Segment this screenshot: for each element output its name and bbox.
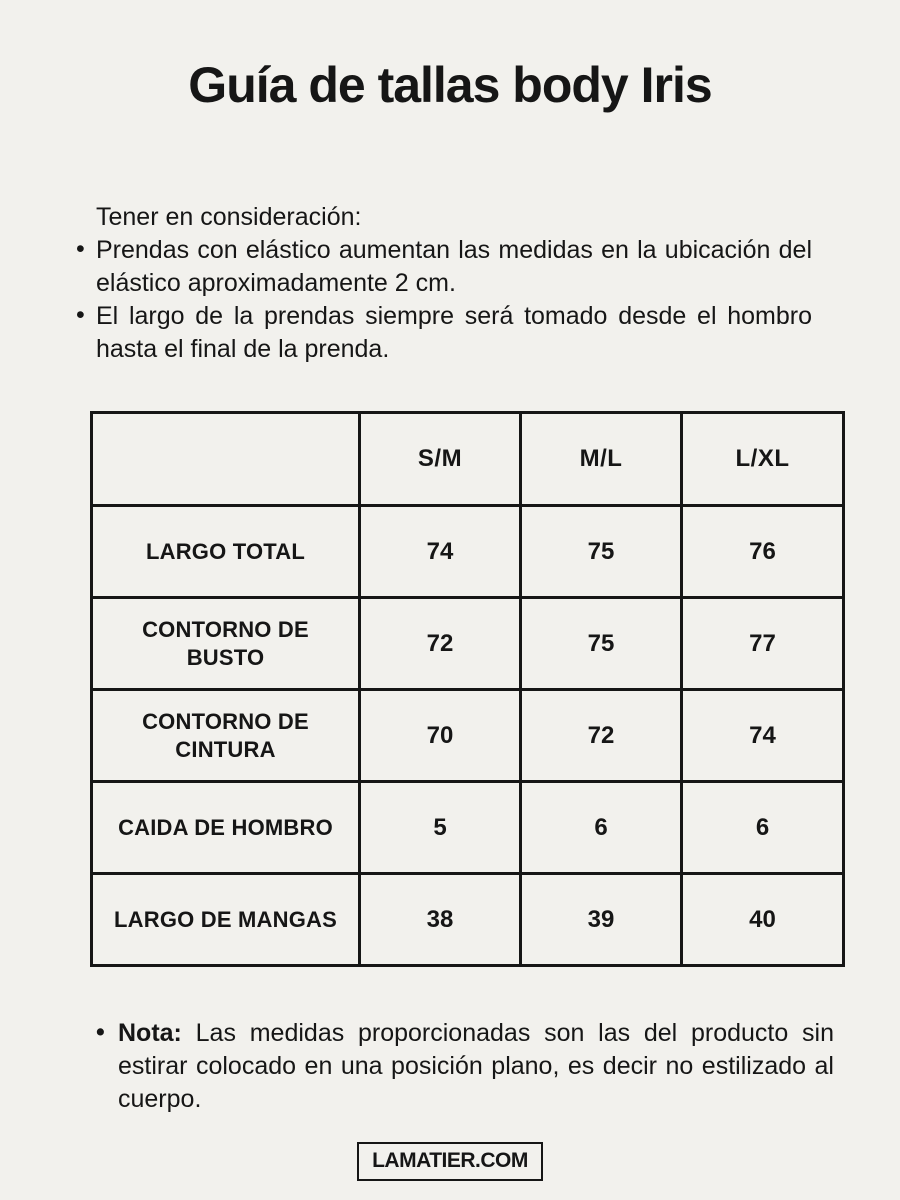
measurement-label: CONTORNO DE CINTURA bbox=[142, 708, 309, 762]
measurement-label: LARGO DE MANGAS bbox=[114, 906, 337, 932]
measurement-value-cell: 74 bbox=[360, 506, 521, 598]
size-table-corner-cell bbox=[92, 413, 360, 506]
measurement-value-cell: 77 bbox=[682, 598, 844, 690]
measurement-label: CAIDA DE HOMBRO bbox=[118, 814, 333, 840]
measurement-label-cell bbox=[92, 598, 360, 690]
considerations-section bbox=[96, 201, 812, 366]
measurement-label-cell bbox=[92, 690, 360, 782]
table-row bbox=[92, 598, 844, 690]
size-column-header: L/XL bbox=[682, 413, 844, 506]
measurement-value-cell: 38 bbox=[360, 874, 521, 966]
measurement-value-cell: 70 bbox=[360, 690, 521, 782]
measurement-label-cell bbox=[92, 782, 360, 874]
considerations-list bbox=[96, 234, 812, 366]
table-row bbox=[92, 690, 844, 782]
measurement-label-cell bbox=[92, 874, 360, 966]
note-paragraph bbox=[118, 1017, 834, 1116]
brand-label: LAMATIER.COM bbox=[372, 1149, 528, 1172]
measurement-value-cell: 75 bbox=[521, 506, 682, 598]
measurement-value-cell: 5 bbox=[360, 782, 521, 874]
consideration-item: • Prendas con elástico aumentan las medidas en la ubicación del elástico aproximadamente 2 cm. bbox=[96, 234, 812, 300]
table-row bbox=[92, 874, 844, 966]
size-table bbox=[90, 411, 845, 967]
table-row bbox=[92, 782, 844, 874]
page-title: Guía de tallas body Iris bbox=[188, 57, 712, 113]
measurement-value-cell: 6 bbox=[521, 782, 682, 874]
footer bbox=[0, 1142, 900, 1181]
size-table-header-row bbox=[92, 413, 844, 506]
measurement-value-cell: 74 bbox=[682, 690, 844, 782]
measurement-value-cell: 72 bbox=[360, 598, 521, 690]
measurement-label: LARGO TOTAL bbox=[145, 538, 306, 564]
consideration-item: • El largo de la prendas siempre será tomado desde el hombro hasta el final de la prenda. bbox=[96, 300, 812, 366]
brand-box bbox=[357, 1142, 543, 1181]
note-text: Las medidas proporcionadas son las del producto sin estirar colocado en una posición plano, es decir no estilizado al cuerpo. bbox=[118, 1019, 834, 1113]
measurement-label-cell bbox=[92, 506, 360, 598]
measurement-value-cell: 75 bbox=[521, 598, 682, 690]
note-label: Nota: bbox=[118, 1019, 182, 1047]
measurement-value-cell: 76 bbox=[682, 506, 844, 598]
measurement-value-cell: 72 bbox=[521, 690, 682, 782]
table-row bbox=[92, 506, 844, 598]
size-column-header: S/M bbox=[360, 413, 521, 506]
measurement-value-cell: 39 bbox=[521, 874, 682, 966]
considerations-heading: Tener en consideración: bbox=[96, 203, 362, 231]
measurement-value-cell: 40 bbox=[682, 874, 844, 966]
measurement-value-cell: 6 bbox=[682, 782, 844, 874]
size-column-header: M/L bbox=[521, 413, 682, 506]
measurement-label: CONTORNO DE BUSTO bbox=[142, 616, 309, 670]
